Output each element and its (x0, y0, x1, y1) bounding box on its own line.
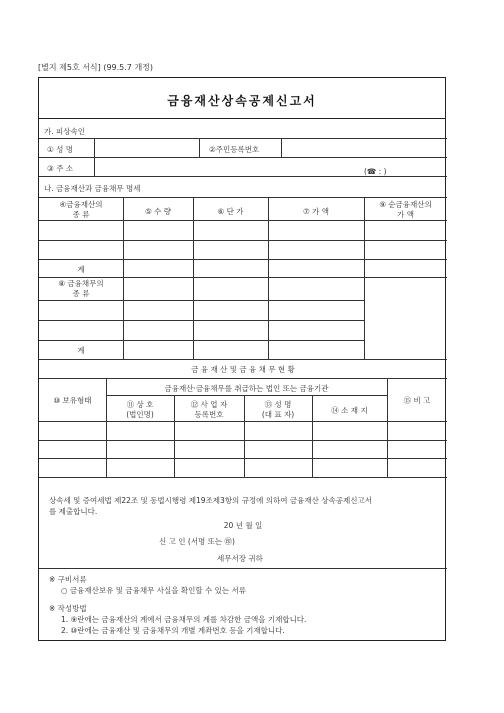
instructions-heading: ※ 작성방법 (49, 604, 87, 613)
required-docs-heading: ※ 구비서류 (49, 575, 87, 584)
applicant-signature: 신 고 인 (서명 또는 ㊞) (159, 537, 235, 546)
divider (281, 138, 282, 157)
divider (39, 220, 447, 221)
biz-no-header: ⑫ 사 업 자 등록번호 (190, 400, 228, 419)
unit-price-header: ⑥ 단 가 (217, 207, 244, 216)
holding-type-header: ⑩ 보유형태 (53, 396, 92, 405)
divider (39, 176, 447, 177)
quantity-header: ⑤ 수 량 (145, 207, 171, 216)
divider (39, 568, 447, 569)
rep-name-header: ⑬ 성 명 (대 표 자) (261, 400, 295, 419)
section-decedent-heading: 가. 피상속인 (44, 127, 85, 136)
divider (39, 458, 447, 459)
divider (39, 359, 447, 360)
address-label: ③ 주 소 (47, 164, 73, 173)
declaration-form (38, 77, 446, 641)
institution-header: 금융재산·금융채무를 취급하는 법인 또는 금융기관 (164, 384, 329, 393)
form-title: 금융재산상속공제신고서 (167, 94, 317, 108)
divider (268, 197, 269, 359)
divider (193, 197, 194, 359)
section-assets-heading: 나. 금융재산과 금융채무 명세 (44, 184, 141, 193)
divider (39, 320, 364, 321)
name-label: ① 성 명 (47, 145, 73, 154)
instruction-1: 1. ⑨란에는 금융재산의 계에서 금융채무의 계를 차감한 금액을 기재합니다. (61, 615, 307, 624)
divider (387, 378, 388, 477)
divider (39, 340, 364, 341)
asset-type-header: ④금융재산의 종 류 (59, 200, 103, 219)
divider (123, 197, 124, 359)
divider (199, 138, 200, 157)
title-row (39, 78, 445, 119)
value-header: ⑦ 가 액 (303, 207, 329, 216)
status-heading: 금 융 재 산 및 금 융 채 무 현 황 (191, 365, 295, 374)
phone-label: (☎ : ) (364, 167, 387, 176)
divider (39, 157, 447, 158)
debt-type-label: ⑧ 금융채무의 종 류 (58, 279, 104, 298)
declaration-date: 20 년 월 일 (223, 521, 263, 530)
remarks-header: ⑮ 비 고 (403, 396, 431, 405)
divider (39, 378, 447, 379)
divider (39, 477, 447, 478)
required-docs-item: ○ 금융재산보유 및 금융채무 사실을 확인할 수 있는 서류 (61, 586, 247, 595)
divider (106, 395, 387, 396)
asset-subtotal-label: 계 (77, 265, 85, 274)
divider (39, 259, 447, 260)
divider (39, 421, 447, 422)
addressee: 세무서장 귀하 (217, 554, 263, 563)
divider (39, 197, 447, 198)
net-asset-header: ⑨ 순금융재산의 가 액 (379, 200, 432, 219)
divider (39, 277, 447, 278)
divider (364, 197, 365, 359)
location-header: ⑭ 소 재 지 (331, 406, 368, 415)
debt-total-label: 계 (77, 346, 85, 355)
declaration-text: 상속세 및 증여세법 제22조 및 동법시행령 제19조제3항의 규정에 의하여 금융재산 상속공제신고서 를 제출합니다. (49, 496, 373, 516)
divider (39, 300, 364, 301)
divider (39, 440, 447, 441)
form-reference: [별지 제5호 서식] (99.5.7 개정) (38, 63, 154, 72)
trade-name-header: ⑪ 상 호 (법인명) (126, 400, 154, 419)
rrn-label: ②주민등록번호 (209, 145, 260, 154)
divider (39, 240, 447, 241)
divider (39, 138, 447, 139)
instruction-2: 2. ⑩란에는 금융재산 및 금융채무의 개별 계좌번호 등을 기재합니다. (61, 626, 285, 635)
